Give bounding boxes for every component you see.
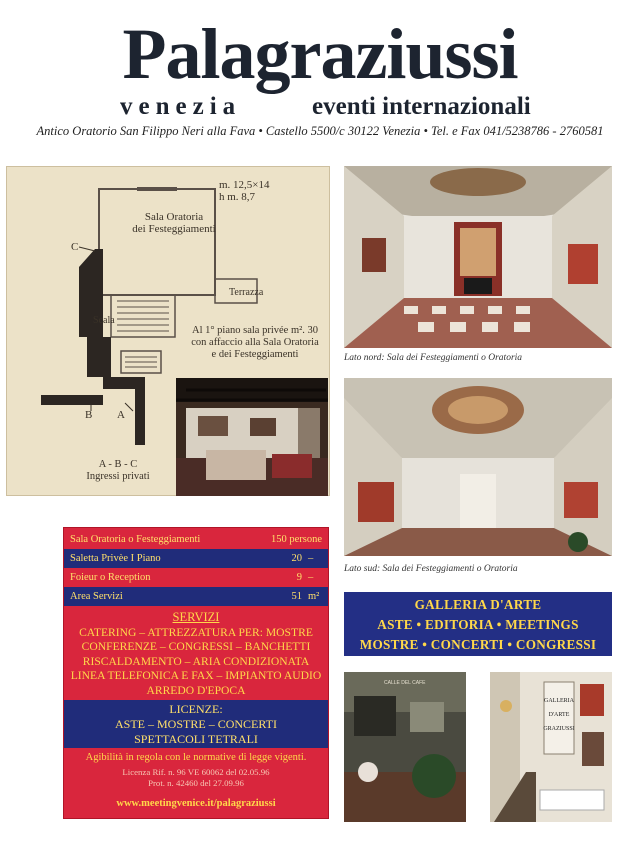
venue-info-box	[63, 527, 329, 819]
gallery-sign-2: D'ARTE	[548, 712, 570, 718]
plan-entrances: A - B - C Ingressi privati	[86, 459, 150, 482]
licenses-panel: LICENZE: ASTE – MOSTRE – CONCERTI SPETTACOLI TETRALI	[64, 700, 328, 748]
agibility-note: Agibilità in regola con le normative di legge vigenti.	[85, 752, 307, 763]
plan-dimensions: m. 12,5×14 h m. 8,7	[219, 179, 270, 203]
brand-title: Palagraziussi	[122, 14, 518, 94]
room-row: Foieur o Reception 9 –	[64, 568, 328, 587]
address-line: Antico Oratorio San Filippo Neri alla Fava • Castello 5500/c 30122 Venezia • Tel. e Fax 041/5238786 - 2760581	[36, 124, 604, 138]
caption-south: Lato sud: Sala dei Festeggiamenti o Oratoria	[344, 564, 518, 574]
plan-note: Al 1° piano sala privée m². 30 con affaccio alla Sala Oratoria e dei Festeggiamenti	[191, 325, 319, 360]
room-row: Saletta Privèe I Piano 20 –	[64, 549, 328, 568]
plan-terrace-label: Terrazza	[229, 287, 264, 298]
services-list: CATERING – ATTREZZATURA PER: MOSTRE CONFERENZE – CONGRESSI – BANCHETTI RISCALDAMENTO – ARIA CONDIZIONATA LINEA TELEFONICA E FAX – IMPIANTO AUDIO ARREDO D'EPOCA	[70, 626, 322, 697]
plan-room-label: Sala Oratoria dei Festeggiamenti	[132, 211, 216, 235]
plan-marker-b: B	[85, 409, 93, 421]
photo-hall-south	[344, 378, 612, 556]
courtyard-sign: CALLE DEL CAFE	[384, 680, 426, 686]
room-row: Area Servizi 51 m²	[64, 587, 328, 606]
plan-marker-a: A	[117, 409, 125, 421]
caption-north: Lato nord: Sala dei Festeggiamenti o Oratoria	[344, 353, 523, 363]
photo-private-room	[176, 378, 328, 496]
license-references: Licenza Rif. n. 96 VE 60062 del 02.05.96 Prot. n. 42460 del 27.09.96	[122, 767, 270, 788]
brand-city: venezia	[120, 93, 242, 120]
galleria-banner: GALLERIA D'ARTE ASTE • EDITORIA • MEETINGS MOSTRE • CONCERTI • CONGRESSI	[344, 592, 612, 656]
photo-hall-north	[344, 166, 612, 348]
plan-stairs-label: Scala	[93, 315, 115, 326]
services-title: SERVIZI	[172, 610, 220, 624]
photo-courtyard	[344, 672, 466, 822]
website-link[interactable]: www.meetingvenice.it/palagraziussi	[116, 798, 276, 809]
photo-gallery-entrance	[490, 672, 612, 822]
gallery-sign-3: GRAZIUSSI	[543, 726, 575, 732]
plan-marker-c: C	[71, 241, 79, 253]
brand-tagline: eventi internazionali	[312, 93, 531, 120]
room-row: Sala Oratoria o Festeggiamenti 150 persone	[64, 530, 328, 549]
gallery-sign-1: GALLERIA	[544, 698, 574, 704]
